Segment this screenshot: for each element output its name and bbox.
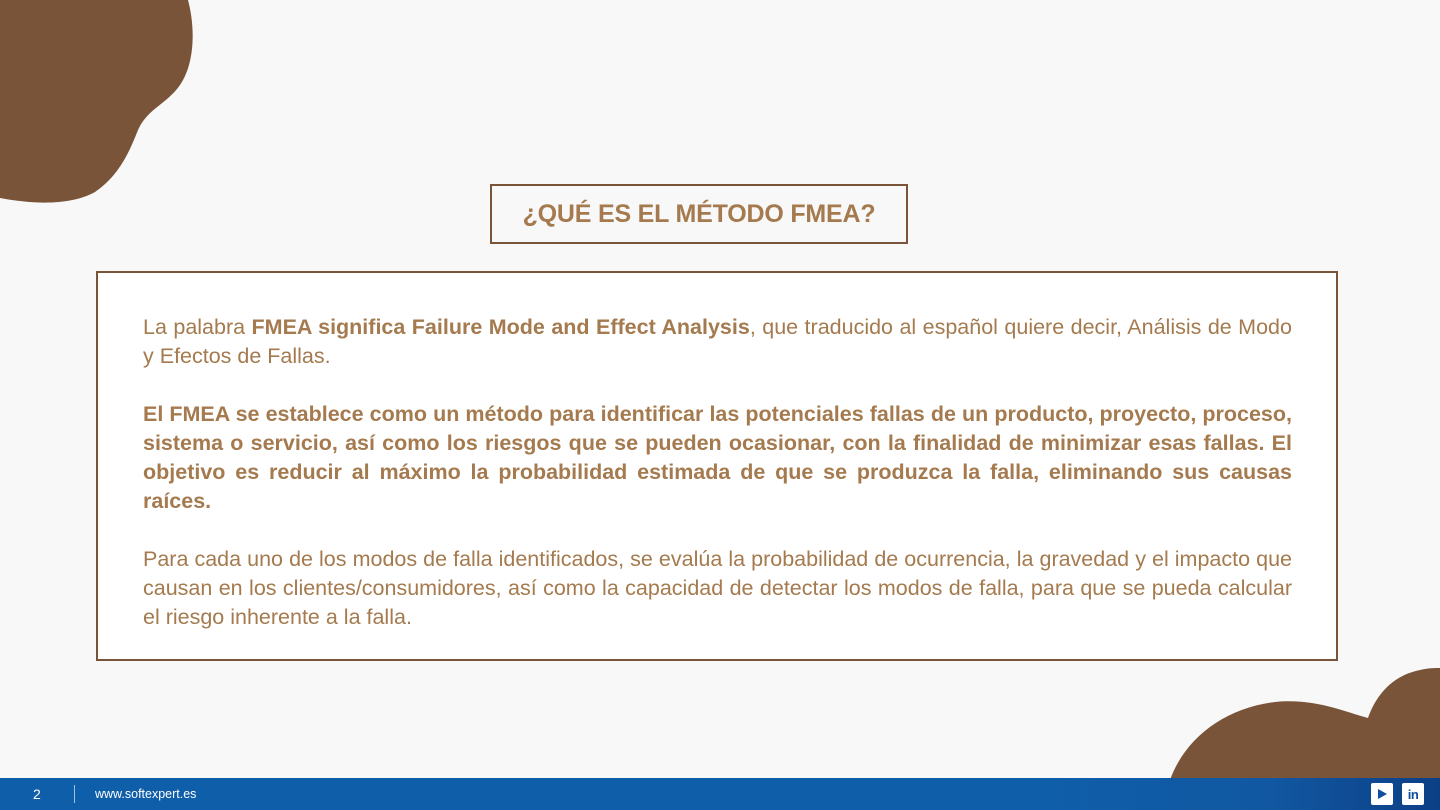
title-box	[490, 184, 908, 244]
website-link[interactable]: www.softexpert.es	[95, 787, 197, 801]
footer-bar	[0, 778, 1440, 810]
linkedin-icon: in	[1407, 786, 1419, 802]
play-icon	[1376, 788, 1388, 800]
paragraph-definition-bold: FMEA significa Failure Mode and Effect Analysis	[251, 315, 750, 339]
paragraph-definition-tail: , que traducido al español quiere decir, Análisis de Modo y Efectos de Fallas.	[143, 315, 1292, 368]
footer-divider	[74, 785, 75, 803]
paragraph-definition	[143, 313, 1292, 371]
decorative-blob-top-left	[0, 0, 200, 210]
page-title: ¿QUÉ ES EL MÉTODO FMEA?	[522, 199, 876, 228]
page-number: 2	[33, 786, 41, 802]
paragraph-evaluation: Para cada uno de los modos de falla identificados, se evalúa la probabilidad de ocurrencia, la gravedad y el impacto que causan en los clientes/consumidores, así como la capacidad de detectar los modos de falla, para que se pueda calcular el riesgo inherente a la falla.	[143, 547, 1292, 629]
linkedin-button[interactable]	[1402, 783, 1424, 805]
content-box	[96, 271, 1338, 661]
paragraph-method-text: El FMEA se establece como un método para identificar las potenciales fallas de un producto, proyecto, proceso, sistema o servicio, así como los riesgos que se pueden ocasionar, con la finalidad de minimizar esas fallas. El objetivo es reducir al máximo la probabilidad estimada de que se produzca la falla, eliminando sus causas raíces.	[143, 402, 1292, 513]
paragraph-definition-lead: La palabra	[143, 315, 252, 339]
decorative-blob-bottom-right	[1170, 668, 1440, 780]
paragraph-method	[143, 400, 1292, 516]
play-button[interactable]	[1371, 783, 1393, 805]
